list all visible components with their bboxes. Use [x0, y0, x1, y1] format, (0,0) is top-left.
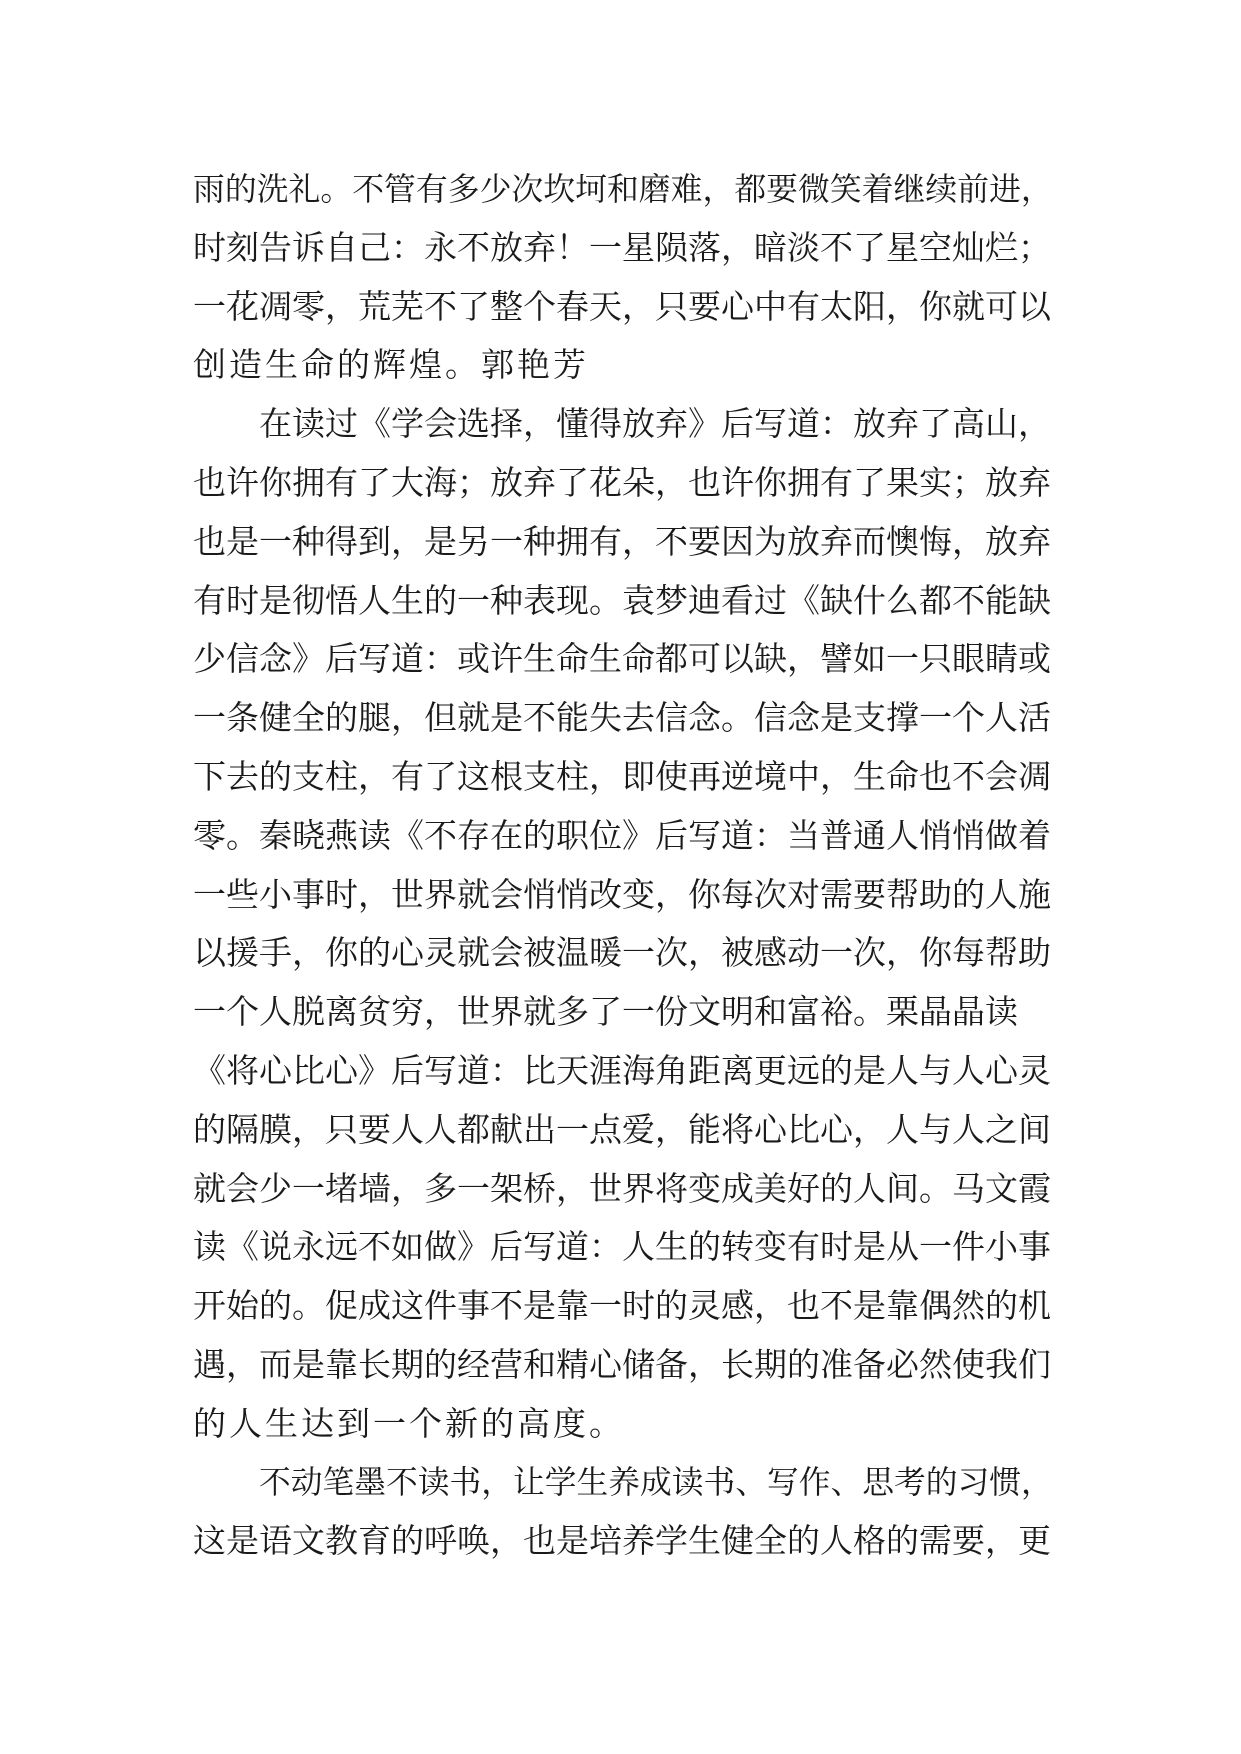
- text-line: 遇，而是靠长期的经营和精心储备，长期的准备必然使我们: [193, 1344, 1051, 1384]
- text-line: 也许你拥有了大海；放弃了花朵，也许你拥有了果实；放弃: [193, 462, 1051, 502]
- text-line: 一些小事时，世界就会悄悄改变，你每次对需要帮助的人施: [193, 874, 1051, 914]
- text-line: 不动笔墨不读书，让学生养成读书、写作、思考的习惯，: [259, 1464, 1053, 1501]
- text-line: 时刻告诉自己：永不放弃！一星陨落，暗淡不了星空灿烂；: [193, 227, 1051, 267]
- text-line: 创造生命的辉煌。郭艳芳: [193, 345, 589, 385]
- text-line: 以援手，你的心灵就会被温暖一次，被感动一次，你每帮助: [193, 933, 1051, 973]
- text-line: 一个人脱离贫穷，世界就多了一份文明和富裕。栗晶晶读: [193, 992, 1018, 1032]
- text-line: 就会少一堵墙，多一架桥，世界将变成美好的人间。马文霞: [193, 1168, 1051, 1208]
- text-line: 也是一种得到，是另一种拥有，不要因为放弃而懊悔，放弃: [193, 521, 1051, 561]
- text-line: 零。秦晓燕读《不存在的职位》后写道：当普通人悄悄做着: [193, 815, 1051, 855]
- text-line: 在读过《学会选择，懂得放弃》后写道：放弃了高山，: [259, 404, 1051, 444]
- text-line: 有时是彻悟人生的一种表现。袁梦迪看过《缺什么都不能缺: [193, 580, 1051, 620]
- text-line: 这是语文教育的呼唤，也是培养学生健全的人格的需要，更: [193, 1521, 1051, 1561]
- text-line: 少信念》后写道：或许生命生命都可以缺，譬如一只眼睛或: [193, 639, 1051, 679]
- text-line: 开始的。促成这件事不是靠一时的灵感，也不是靠偶然的机: [193, 1286, 1051, 1326]
- text-line: 一条健全的腿，但就是不能失去信念。信念是支撑一个人活: [193, 698, 1051, 738]
- text-line: 的隔膜，只要人人都献出一点爱，能将心比心，人与人之间: [193, 1109, 1051, 1149]
- text-line: 雨的洗礼。不管有多少次坎坷和磨难，都要微笑着继续前进，: [193, 170, 1053, 208]
- text-line: 《将心比心》后写道：比天涯海角距离更远的是人与人心灵: [193, 1050, 1051, 1090]
- document-text: [193, 160, 1053, 1571]
- text-line: 读《说永远不如做》后写道：人生的转变有时是从一件小事: [193, 1227, 1051, 1267]
- text-line: 下去的支柱，有了这根支柱，即使再逆境中，生命也不会凋: [193, 756, 1051, 796]
- text-line: 一花凋零，荒芜不了整个春天，只要心中有太阳，你就可以: [193, 286, 1051, 326]
- text-line: 的人生达到一个新的高度。: [193, 1403, 625, 1443]
